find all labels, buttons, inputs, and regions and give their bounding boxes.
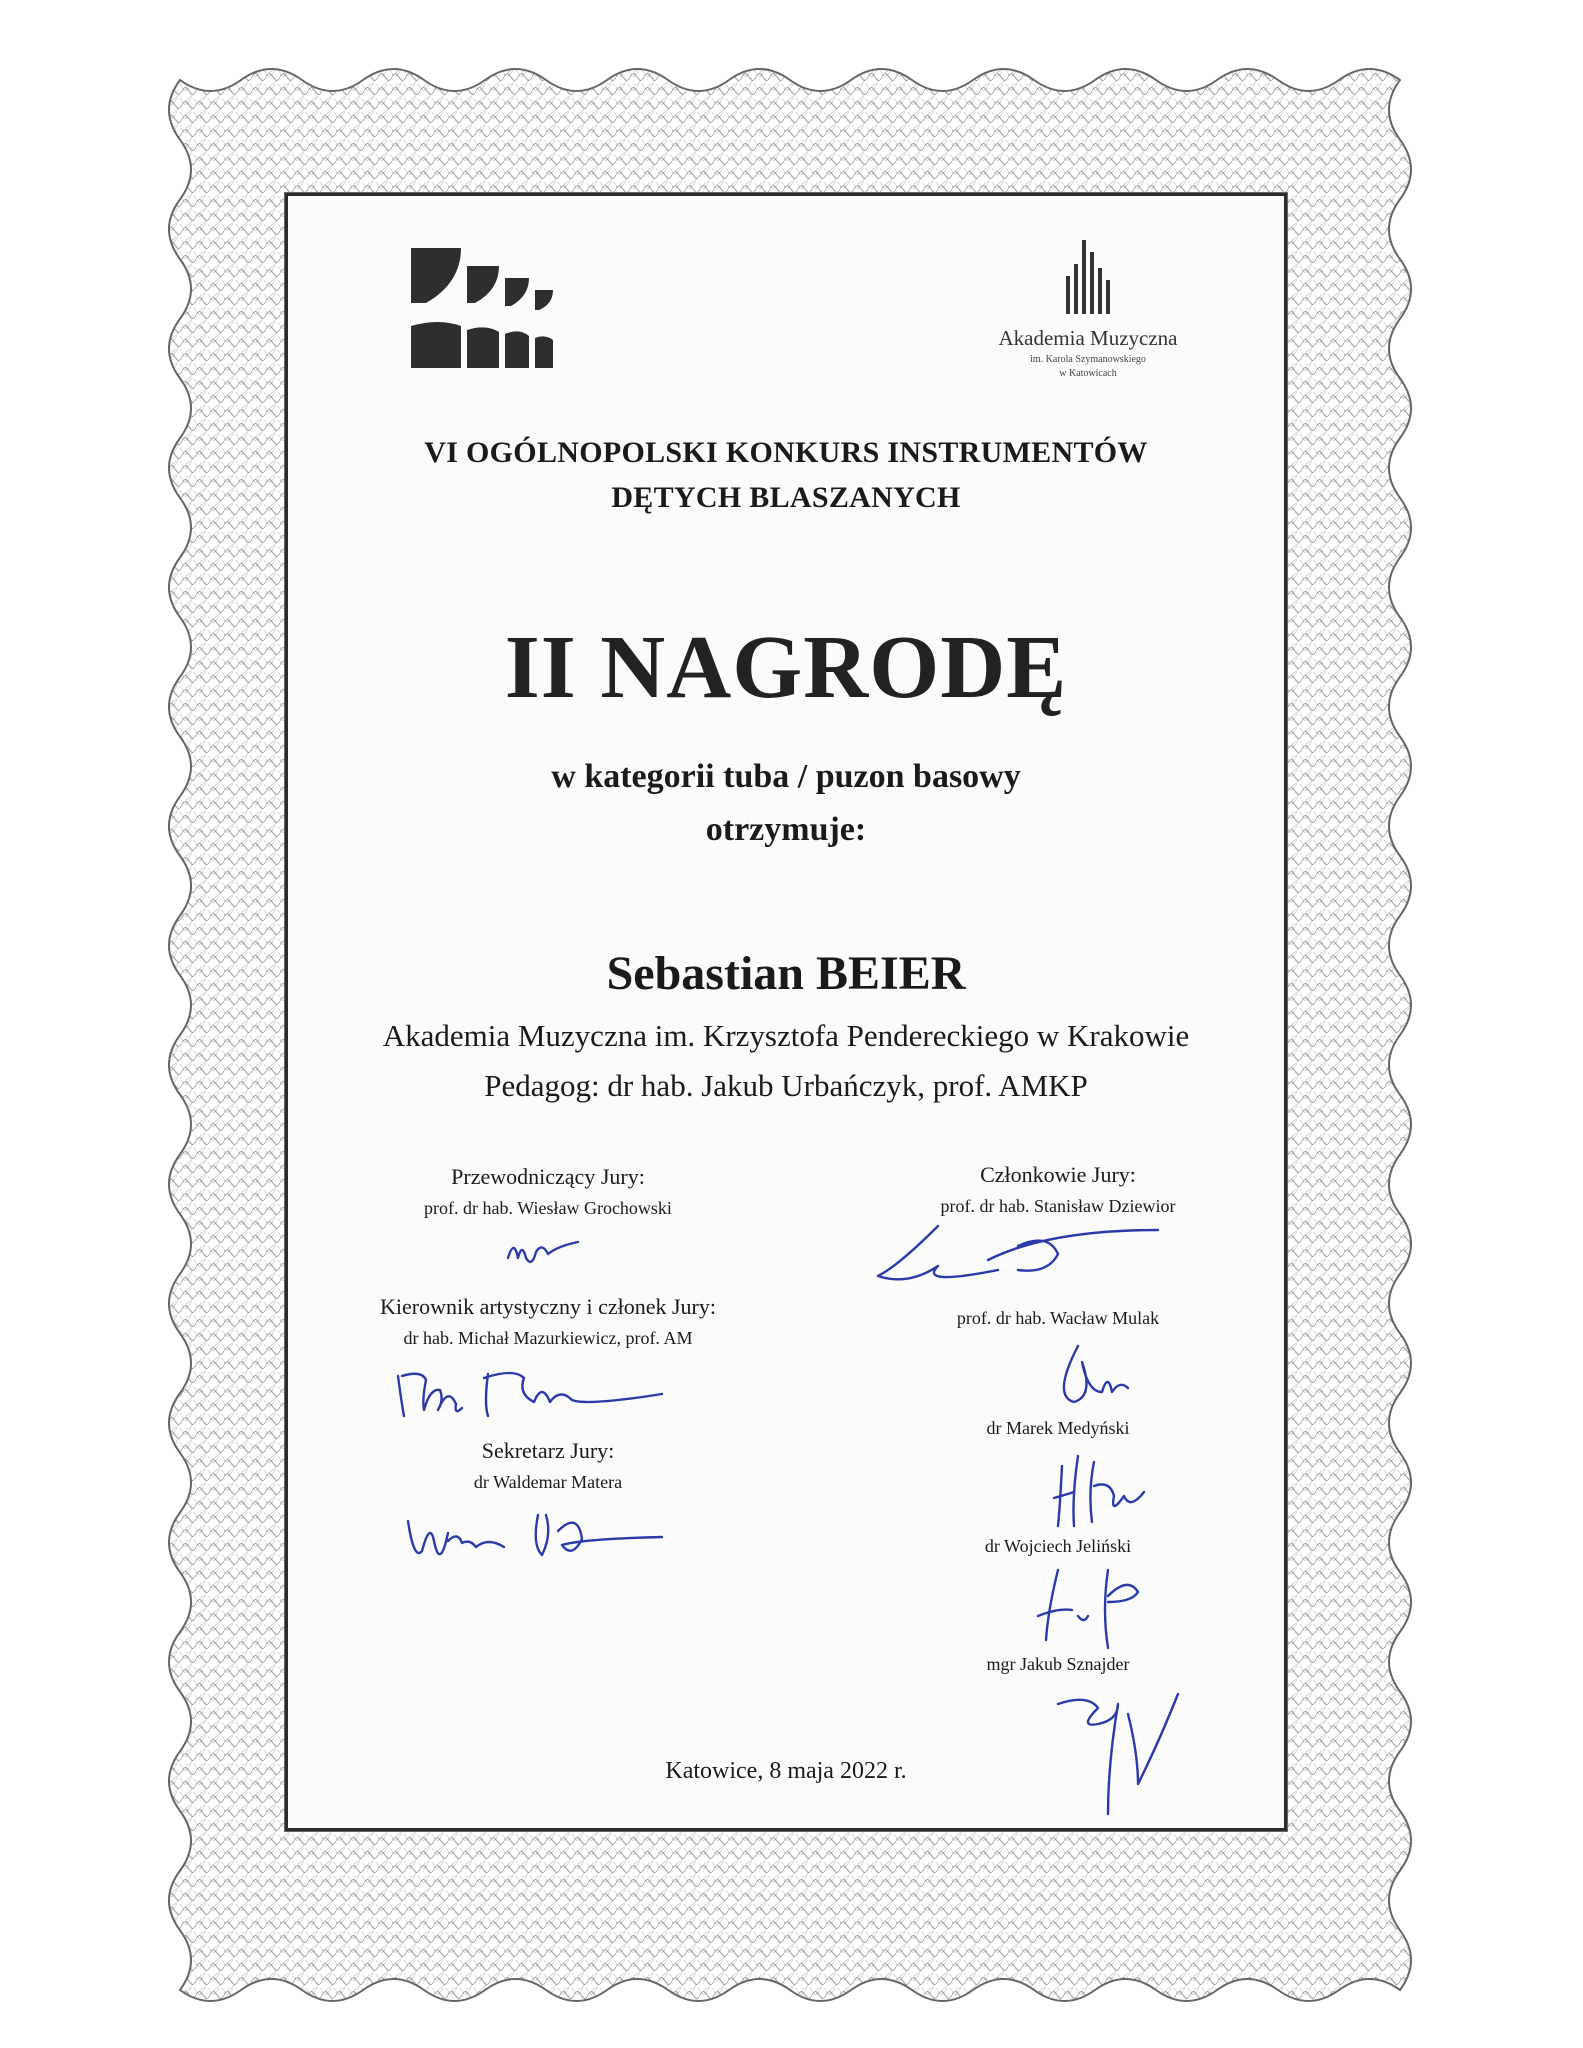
signature-member-5 bbox=[1048, 1674, 1208, 1824]
jury-secretary-name: dr Waldemar Matera bbox=[473, 1472, 623, 1492]
academy-subtitle: im. Karola Szymanowskiego bbox=[1030, 354, 1146, 365]
competition-logo bbox=[411, 248, 561, 368]
signature-member-2 bbox=[1048, 1336, 1148, 1416]
competition-title-line2: DĘTYCH BLASZANYCH bbox=[611, 481, 961, 514]
award-category: w kategorii tuba / puzon basowy bbox=[551, 758, 1021, 795]
winner-teacher: Pedagog: dr hab. Jakub Urbańczyk, prof. AMKP bbox=[484, 1068, 1088, 1103]
academy-city: w Katowicach bbox=[1059, 368, 1117, 379]
jury-director-name: dr hab. Michał Mazurkiewicz, prof. AM bbox=[403, 1328, 693, 1348]
issue-date: Katowice, 8 maja 2022 r. bbox=[665, 1758, 907, 1784]
academy-logo bbox=[978, 236, 1198, 406]
organ-pipes-icon bbox=[1058, 236, 1118, 316]
jury-director-title: Kierownik artystyczny i członek Jury: bbox=[379, 1294, 716, 1319]
jury-member-5: mgr Jakub Sznajder bbox=[986, 1654, 1130, 1674]
award-title: II NAGRODĘ bbox=[504, 618, 1068, 717]
certificate-panel bbox=[285, 193, 1287, 1831]
jury-secretary-title: Sekretarz Jury: bbox=[481, 1438, 615, 1463]
signature-director bbox=[388, 1356, 688, 1436]
winner-name: Sebastian BEIER bbox=[606, 947, 966, 1000]
jury-chair-title: Przewodniczący Jury: bbox=[451, 1164, 645, 1189]
jury-chair-name: prof. dr hab. Wiesław Grochowski bbox=[424, 1198, 672, 1218]
signature-chair bbox=[498, 1228, 618, 1288]
jury-member-4: dr Wojciech Jeliński bbox=[984, 1536, 1132, 1556]
signature-member-3 bbox=[1048, 1446, 1168, 1536]
jury-member-2: prof. dr hab. Wacław Mulak bbox=[956, 1308, 1160, 1328]
jury-member-3: dr Marek Medyński bbox=[986, 1418, 1130, 1438]
award-receives: otrzymuje: bbox=[705, 811, 867, 848]
academy-name: Akademia Muzyczna bbox=[998, 326, 1178, 350]
signature-member-1 bbox=[868, 1216, 1168, 1306]
jury-members-title: Członkowie Jury: bbox=[980, 1162, 1136, 1187]
jury-member-1: prof. dr hab. Stanisław Dziewior bbox=[940, 1196, 1176, 1216]
winner-school: Akademia Muzyczna im. Krzysztofa Pendereckiego w Krakowie bbox=[382, 1018, 1190, 1053]
signature-secretary bbox=[398, 1501, 698, 1581]
signature-member-4 bbox=[1028, 1556, 1168, 1656]
competition-title-line1: VI OGÓLNOPOLSKI KONKURS INSTRUMENTÓW bbox=[424, 436, 1148, 469]
